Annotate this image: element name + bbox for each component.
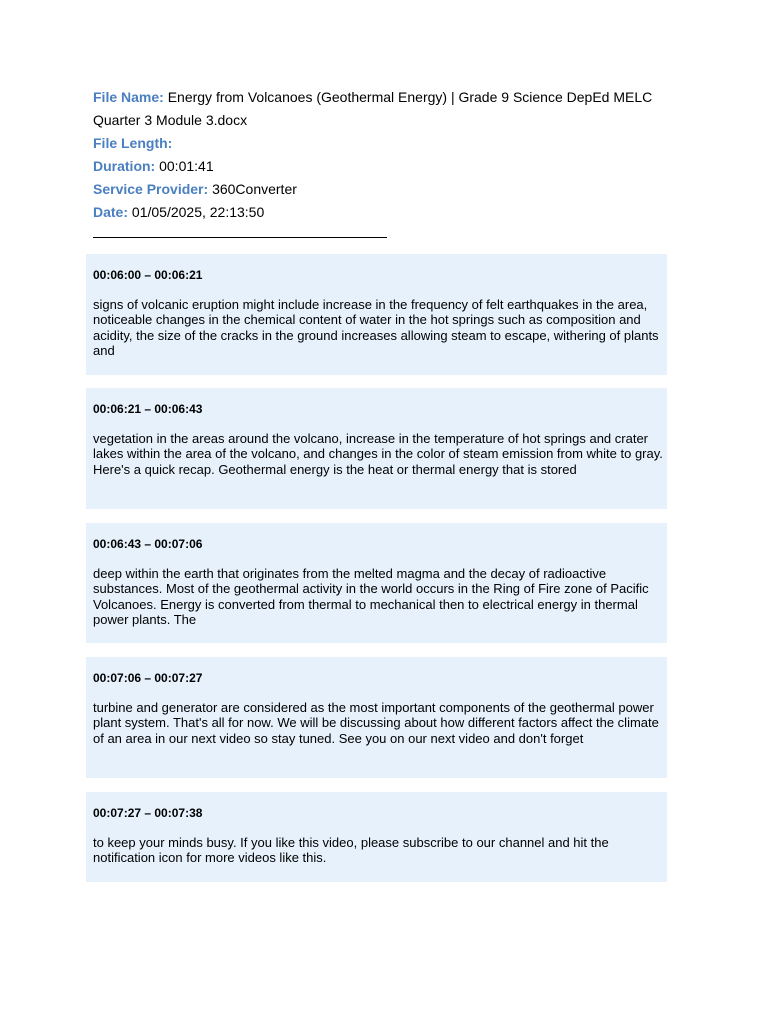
file-length-row <box>93 132 673 155</box>
file-name-label: File Name: <box>93 89 164 105</box>
segment-timestamp: 00:06:21 – 00:06:43 <box>93 402 203 416</box>
duration-value: 00:01:41 <box>159 158 214 174</box>
transcript-segment <box>86 254 667 375</box>
service-provider-value: 360Converter <box>212 181 297 197</box>
divider-line <box>93 237 387 238</box>
date-label: Date: <box>93 204 129 220</box>
transcript-segment <box>86 388 667 509</box>
segment-text: deep within the earth that originates from the melted magma and the decay of radioactive substances. Most of the geothermal activity in the world occurs in the Ring of Fire zone of Pacific Volcanoes. Energy is converted from thermal to mechanical then to electrical energy in thermal power plants. The <box>93 566 649 628</box>
file-name-row <box>93 86 673 132</box>
transcript-segment <box>86 523 667 643</box>
transcript-segment <box>86 792 667 882</box>
duration-row <box>93 155 673 178</box>
file-length-label: File Length: <box>93 135 173 151</box>
service-provider-row <box>93 178 673 201</box>
service-provider-label: Service Provider: <box>93 181 209 197</box>
segment-timestamp: 00:06:43 – 00:07:06 <box>93 537 203 551</box>
segment-timestamp: 00:07:06 – 00:07:27 <box>93 671 203 685</box>
date-row <box>93 201 673 224</box>
segment-text: signs of volcanic eruption might include increase in the frequency of felt earthquakes in the area, noticeable changes in the chemical content of water in the hot springs such as composition and acidity, the size of the cracks in the ground increases allowing steam to escape, withering of plants and <box>93 297 659 359</box>
file-name-value: Energy from Volcanoes (Geothermal Energy) | Grade 9 Science DepEd MELC Quarter 3 Module 3.docx <box>93 89 653 128</box>
transcript-segment <box>86 657 667 778</box>
segment-timestamp: 00:06:00 – 00:06:21 <box>93 268 203 282</box>
date-value: 01/05/2025, 22:13:50 <box>131 204 265 220</box>
segment-text: turbine and generator are considered as the most important components of the geothermal power plant system. That's all for now. We will be discussing about how different factors affect the climate of an area in our next video so stay tuned. See you on our next video and don't forget <box>93 700 659 746</box>
segment-text: vegetation in the areas around the volcano, increase in the temperature of hot springs and crater lakes within the area of the volcano, and changes in the color of steam emission from white to gray. Here's a quick recap. Geothermal energy is the heat or thermal energy that is stored <box>93 431 663 477</box>
segment-text: to keep your minds busy. If you like this video, please subscribe to our channel and hit the notification icon for more videos like this. <box>93 835 609 866</box>
segment-timestamp: 00:07:27 – 00:07:38 <box>93 806 203 820</box>
duration-label: Duration: <box>93 158 156 174</box>
file-metadata <box>93 86 673 224</box>
